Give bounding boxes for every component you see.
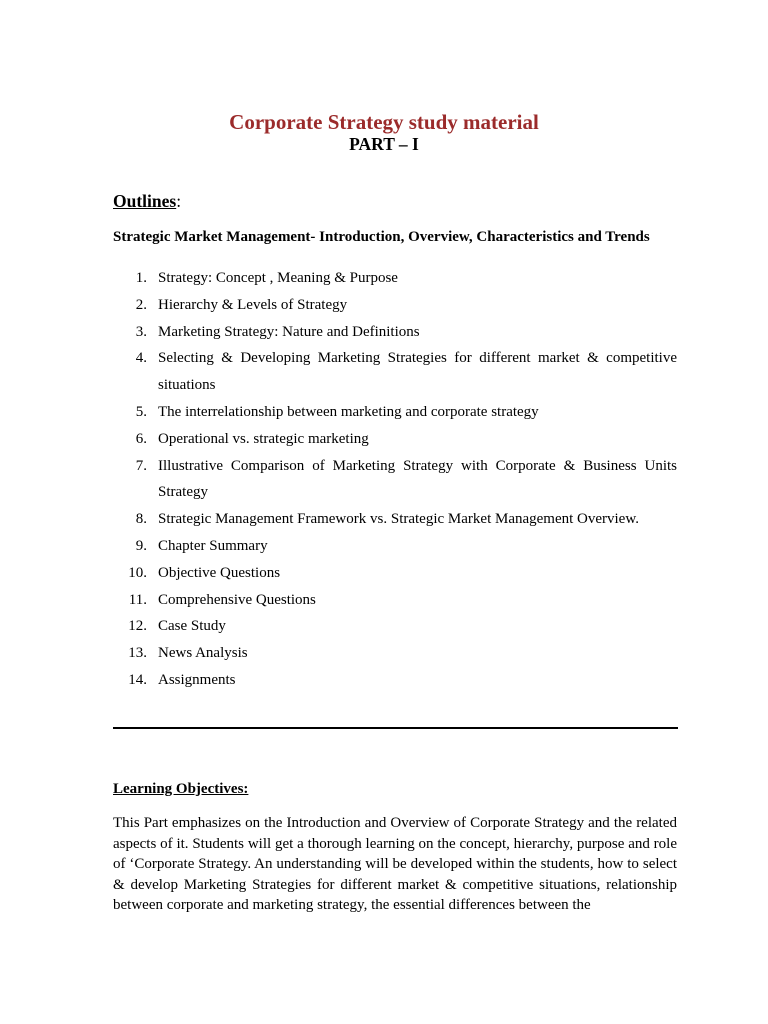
outline-item-text: Operational vs. strategic marketing xyxy=(158,430,369,447)
outline-item xyxy=(113,345,677,399)
outline-item-number: 10. xyxy=(128,564,147,581)
outline-item xyxy=(113,506,677,533)
outline-item xyxy=(113,319,677,346)
outline-item xyxy=(113,560,677,587)
outline-item-text: Comprehensive Questions xyxy=(158,591,316,608)
outline-item xyxy=(113,265,677,292)
outline-item-number: 4. xyxy=(135,350,147,367)
outline-item-number: 5. xyxy=(135,403,147,420)
outline-item xyxy=(113,667,677,694)
outline-item xyxy=(113,426,677,453)
outline-item-number: 2. xyxy=(135,296,147,313)
horizontal-divider xyxy=(113,727,678,729)
learning-objectives-heading: Learning Objectives: xyxy=(113,781,249,797)
outline-item-text: Chapter Summary xyxy=(158,537,268,554)
outline-item-number: 12. xyxy=(128,618,147,635)
outline-item-number: 14. xyxy=(128,671,147,688)
outline-item-number: 11. xyxy=(128,591,147,608)
outline-item-text: Strategy: Concept , Meaning & Purpose xyxy=(158,270,398,286)
outline-item-text: Strategic Management Framework vs. Strategic Market Management Overview. xyxy=(158,511,639,528)
outline-item-text: Hierarchy & Levels of Strategy xyxy=(158,296,348,313)
learning-objectives-body: This Part emphasizes on the Introduction and Overview of Corporate Strategy and the related aspects of it. Students will get a thorough learning on the concept, hierarchy, purpose and role of ‘Corporate Strategy. An understanding will be developed within the students, how to select & develop Marketing Strategies for different market & competitive situations, relationship between corporate and marketing strategy, the essential differences between the xyxy=(113,815,677,913)
outlines-label: Outlines xyxy=(113,191,177,211)
outline-item-number: 3. xyxy=(135,323,147,340)
outline-item xyxy=(113,453,677,507)
outline-item-text: Illustrative Comparison of Marketing Strategy with Corporate & Business Units Strategy xyxy=(158,457,677,501)
outline-item-text: Marketing Strategy: Nature and Definitions xyxy=(158,323,420,340)
outline-item-text: Case Study xyxy=(158,618,226,635)
outline-item-text: The interrelationship between marketing and corporate strategy xyxy=(158,403,539,420)
outline-item-text: Selecting & Developing Marketing Strategies for different market & competitive situations xyxy=(158,350,677,394)
outlines-colon: : xyxy=(176,191,182,211)
outline-item-text: News Analysis xyxy=(158,645,248,662)
outline-item xyxy=(113,533,677,560)
outline-item-text: Assignments xyxy=(158,671,236,688)
outline-item-number: 1. xyxy=(135,270,147,286)
outline-item xyxy=(113,587,677,614)
outline-item-text: Objective Questions xyxy=(158,564,281,581)
outline-item-number: 13. xyxy=(128,645,147,662)
section-heading: Strategic Market Management- Introduction, Overview, Characteristics and Trends xyxy=(113,229,650,245)
outline-list xyxy=(113,265,677,694)
outline-item-number: 6. xyxy=(135,430,147,447)
outline-item xyxy=(113,613,677,640)
outline-item-number: 8. xyxy=(135,511,147,528)
outline-item-number: 9. xyxy=(135,537,147,554)
outlines-heading xyxy=(113,190,181,212)
outline-item xyxy=(113,640,677,667)
document-subtitle: PART – I xyxy=(349,134,419,154)
outline-item xyxy=(113,292,677,319)
outline-item xyxy=(113,399,677,426)
document-title: Corporate Strategy study material xyxy=(229,110,539,134)
outline-item-number: 7. xyxy=(135,457,147,474)
